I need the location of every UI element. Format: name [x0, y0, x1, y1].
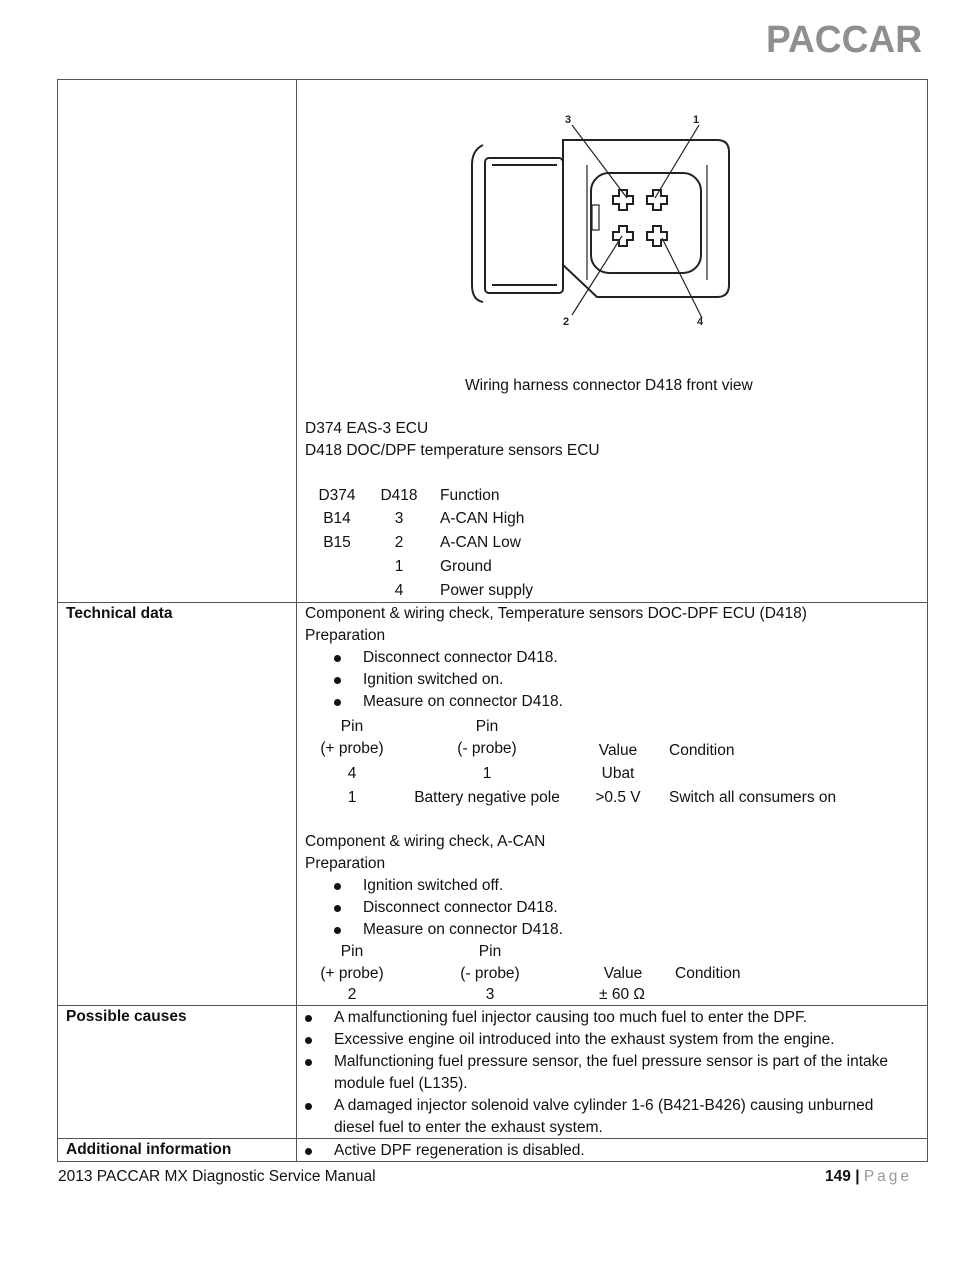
- check1-head: Value: [598, 742, 638, 759]
- bullet: [334, 905, 341, 912]
- check1-cell: Ubat: [601, 765, 635, 782]
- check1-head: Pin: [340, 718, 364, 735]
- check1-cell: Battery negative pole: [414, 789, 560, 806]
- check2-prep: Preparation: [305, 855, 386, 872]
- check1-cell: 1: [482, 765, 492, 782]
- ecu-line: D374 EAS-3 ECU: [305, 420, 429, 437]
- check1-step: Ignition switched on.: [363, 671, 504, 688]
- bullet: [334, 883, 341, 890]
- additional-info-row: [58, 1139, 928, 1162]
- pin-table-cell: 3: [394, 510, 404, 527]
- possible-causes-row: [58, 1006, 928, 1139]
- bullet: [305, 1037, 312, 1044]
- technical-data-label: Technical data: [58, 603, 297, 1006]
- check2-cell: 3: [485, 986, 495, 1003]
- check2-head: Value: [603, 965, 643, 982]
- technical-data-content: [297, 603, 928, 1006]
- possible-causes-content: [297, 1006, 928, 1139]
- bullet: [305, 1059, 312, 1066]
- additional-info-item: Active DPF regeneration is disabled.: [334, 1142, 585, 1159]
- pin-table-cell: A-CAN Low: [440, 534, 521, 551]
- additional-info-content: [297, 1139, 928, 1162]
- logo-text: PACCAR: [766, 19, 922, 58]
- pin-label-1: 1: [693, 114, 700, 126]
- ecu-line: D418 DOC/DPF temperature sensors ECU: [305, 442, 600, 459]
- pin-table-cell: B14: [323, 510, 351, 527]
- pin-2: [613, 226, 633, 246]
- footer-page: [825, 1168, 912, 1186]
- check2-step: Ignition switched off.: [363, 877, 504, 894]
- cause-item: Excessive engine oil introduced into the exhaust system from the engine.: [334, 1031, 835, 1048]
- check2-head: (- probe): [460, 965, 520, 982]
- connector-content-cell: [297, 80, 928, 603]
- bullet: [305, 1103, 312, 1110]
- bullet: [305, 1015, 312, 1022]
- check2-head: Pin: [340, 943, 364, 960]
- check1-title: Component & wiring check, Temperature sensors DOC-DPF ECU (D418): [305, 605, 807, 622]
- check2-cell: 2: [347, 986, 357, 1003]
- page-word: Page: [863, 1168, 913, 1185]
- pin-label-4: 4: [697, 316, 704, 328]
- pin-table-cell: A-CAN High: [440, 510, 525, 527]
- connector-label-cell: [58, 80, 297, 603]
- possible-causes-label: Possible causes: [58, 1006, 297, 1139]
- check2-head: Pin: [478, 943, 502, 960]
- check2-step: Measure on connector D418.: [363, 921, 563, 938]
- check1-head: Condition: [669, 742, 735, 759]
- check1-cell: >0.5 V: [595, 789, 641, 806]
- check1-cell: 4: [347, 765, 357, 782]
- check1-cell: 1: [347, 789, 357, 806]
- pin-table-header: D418: [380, 487, 418, 504]
- latch-outline: [472, 145, 483, 302]
- bullet: [334, 677, 341, 684]
- pin-table-header: D374: [318, 487, 356, 504]
- pin-table-cell: 4: [394, 582, 404, 599]
- cause-item: A malfunctioning fuel injector causing too much fuel to enter the DPF.: [334, 1009, 808, 1026]
- check2-title: Component & wiring check, A-CAN: [305, 833, 546, 850]
- check1-prep: Preparation: [305, 627, 386, 644]
- cause-item-cont: module fuel (L135).: [334, 1075, 468, 1092]
- bullet: [305, 1148, 312, 1155]
- cause-item: A damaged injector solenoid valve cylinder 1-6 (B421-B426) causing unburned: [334, 1097, 874, 1114]
- pin-table-cell: 2: [394, 534, 404, 551]
- check1-step: Measure on connector D418.: [363, 693, 563, 710]
- check1-head: Pin: [475, 718, 499, 735]
- pin-table-cell: Ground: [440, 558, 492, 575]
- check2-step: Disconnect connector D418.: [363, 899, 558, 916]
- diagnostic-table: [57, 79, 928, 1162]
- connector-d418-diagram: [467, 110, 737, 335]
- pin-table-cell: Power supply: [440, 582, 534, 599]
- cause-item-cont: diesel fuel to enter the exhaust system.: [334, 1119, 603, 1136]
- bullet: [334, 655, 341, 662]
- footer-manual-title: 2013 PACCAR MX Diagnostic Service Manual: [58, 1168, 376, 1185]
- connector-row: [58, 80, 928, 603]
- check2-head: Condition: [675, 965, 741, 982]
- page-separator: |: [855, 1168, 860, 1185]
- pin-table-header: Function: [440, 487, 500, 504]
- check1-head: (+ probe): [320, 740, 384, 757]
- page-number: 149: [825, 1168, 851, 1185]
- paccar-logo: [766, 18, 926, 58]
- pin-label-2: 2: [563, 316, 570, 328]
- diagram-caption: Wiring harness connector D418 front view: [465, 377, 753, 394]
- cause-item: Malfunctioning fuel pressure sensor, the fuel pressure sensor is part of the intake: [334, 1053, 888, 1070]
- technical-data-row: [58, 603, 928, 1006]
- bullet: [334, 927, 341, 934]
- additional-info-label: Additional information: [58, 1139, 297, 1162]
- connector-shell-left: [485, 158, 563, 293]
- pin-table-cell: 1: [394, 558, 404, 575]
- pin-1: [647, 190, 667, 210]
- check2-cell: ± 60 Ω: [599, 986, 645, 1003]
- check1-head: (- probe): [457, 740, 517, 757]
- pin-table-cell: B15: [323, 534, 351, 551]
- check1-cell: Switch all consumers on: [669, 789, 837, 806]
- check1-step: Disconnect connector D418.: [363, 649, 558, 666]
- check2-head: (+ probe): [320, 965, 384, 982]
- bullet: [334, 699, 341, 706]
- pin-label-3: 3: [565, 114, 572, 126]
